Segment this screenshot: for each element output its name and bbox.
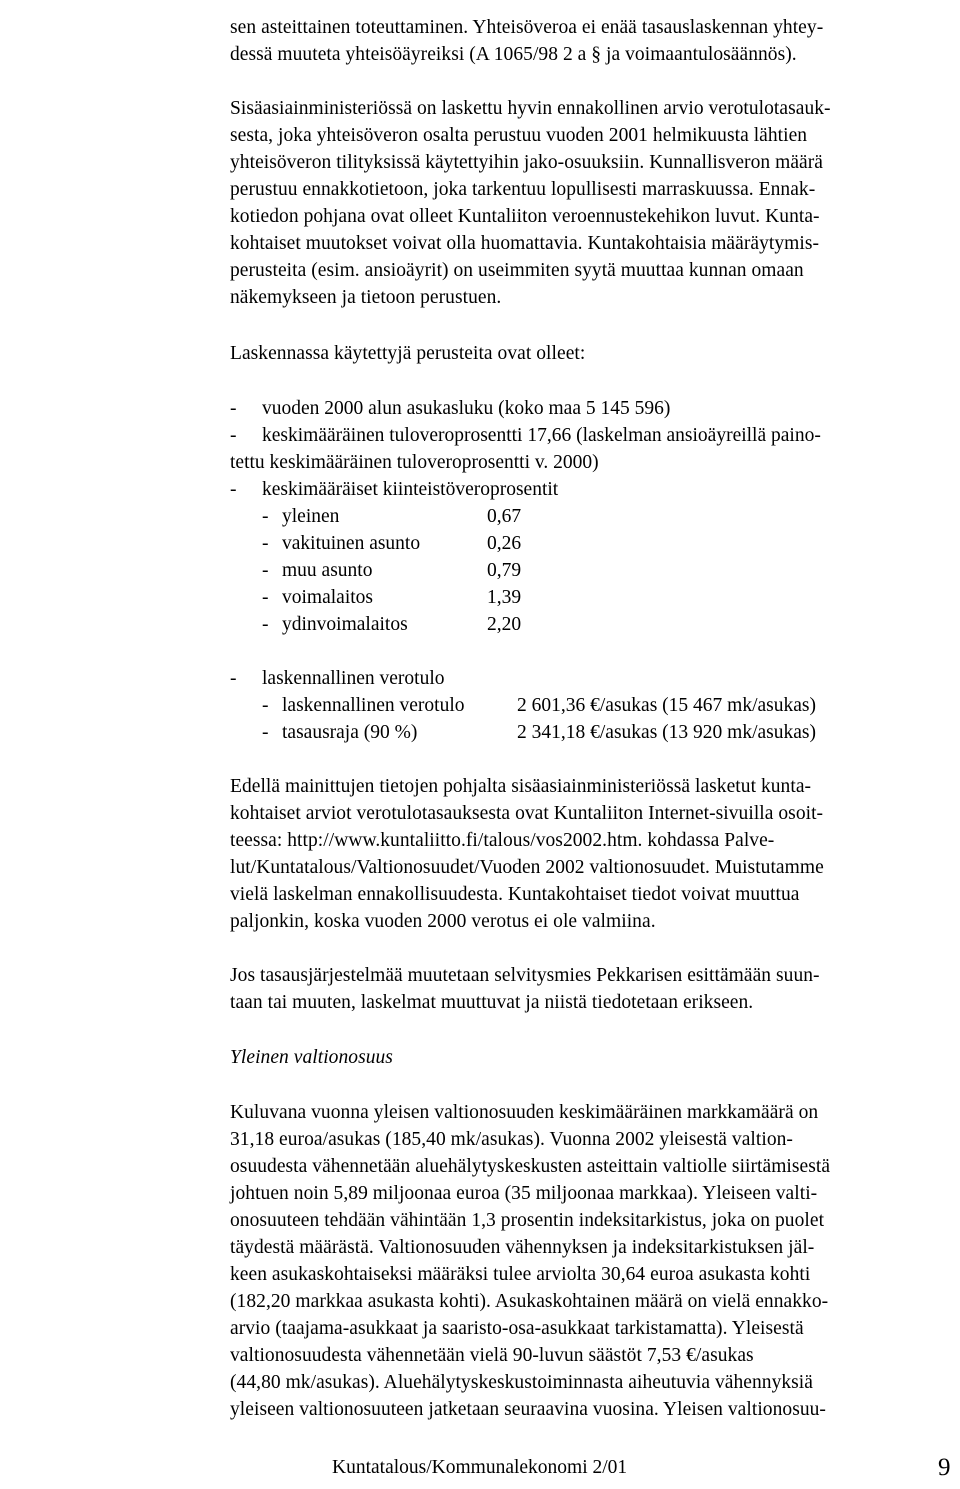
- sublist-dash: -: [262, 560, 269, 581]
- text-line: yhteisöveron tilityksissä käytettyihin jako-osuuksiin. Kunnallisveron määrä: [230, 152, 823, 173]
- text-line: lut/Kuntatalous/Valtionosuudet/Vuoden 2002 valtionosuudet. Muistutamme: [230, 857, 824, 878]
- sublist-dash: -: [262, 533, 269, 554]
- sublist-dash: -: [262, 614, 269, 635]
- text-line: dessä muuteta yhteisöäyreiksi (A 1065/98 2 a § ja voimaantulosäännös).: [230, 44, 797, 65]
- property-tax-label: ydinvoimalaitos: [282, 614, 408, 635]
- section-heading: Yleinen valtionosuus: [230, 1047, 393, 1068]
- text-line: Kuluvana vuonna yleisen valtionosuuden keskimääräinen markkamäärä on: [230, 1102, 819, 1123]
- list-item-property-tax: keskimääräiset kiinteistöveroprosentit: [262, 479, 559, 500]
- text-line: (44,80 mk/asukas). Aluehälytyskeskustoiminnasta aiheutuvia vähennyksiä: [230, 1372, 813, 1393]
- basis-intro: Laskennassa käytettyjä perusteita ovat olleet:: [230, 343, 586, 364]
- text-line: taan tai muuten, laskelmat muuttuvat ja niistä tiedotetaan erikseen.: [230, 992, 754, 1013]
- list-dash: -: [230, 398, 237, 419]
- property-tax-value: 0,79: [487, 560, 522, 581]
- footer-publication: Kuntatalous/Kommunalekonomi 2/01: [332, 1457, 628, 1478]
- text-line: näkemykseen ja tietoon perustuen.: [230, 287, 502, 308]
- list-item-calc-income: laskennallinen verotulo: [262, 668, 445, 689]
- list-item-population: vuoden 2000 alun asukasluku (koko maa 5 145 596): [262, 398, 671, 419]
- text-line: paljonkin, koska vuoden 2000 verotus ei ole valmiina.: [230, 911, 656, 932]
- page-number: 9: [938, 1454, 951, 1481]
- text-line: osuudesta vähennetään aluehälytyskeskusten asteittain valtiolle siirtämisestä: [230, 1156, 831, 1177]
- text-line: (182,20 markkaa asukasta kohti). Asukaskohtainen määrä on vielä ennakko-: [230, 1291, 829, 1312]
- text-line: johtuen noin 5,89 miljoonaa euroa (35 miljoonaa markkaa). Yleiseen valti-: [230, 1183, 818, 1204]
- text-line: täydestä määrästä. Valtionosuuden vähennyksen ja indeksitarkistuksen jäl-: [230, 1237, 815, 1258]
- sublist-dash: -: [262, 695, 269, 716]
- text-line: teessa: http://www.kuntaliitto.fi/talous/vos2002.htm. kohdassa Palve-: [230, 830, 775, 851]
- text-line: sen asteittainen toteuttaminen. Yhteisöveroa ei enää tasauslaskennan yhtey-: [230, 17, 824, 38]
- calc-income-label: laskennallinen verotulo: [282, 695, 465, 716]
- calc-income-label: tasausraja (90 %): [282, 722, 418, 743]
- text-line: kohtaiset arviot verotulotasauksesta ovat Kuntaliiton Internet-sivuilla osoit-: [230, 803, 824, 824]
- sublist-dash: -: [262, 506, 269, 527]
- sublist-dash: -: [262, 587, 269, 608]
- property-tax-value: 0,26: [487, 533, 522, 554]
- property-tax-label: muu asunto: [282, 560, 373, 581]
- list-dash: -: [230, 479, 237, 500]
- text-line: kotiedon pohjana ovat olleet Kuntaliiton veroennustekehikon luvut. Kunta-: [230, 206, 820, 227]
- text-line: 31,18 euroa/asukas (185,40 mk/asukas). Vuonna 2002 yleisestä valtion-: [230, 1129, 793, 1150]
- list-item-income-tax: keskimääräinen tuloveroprosentti 17,66 (laskelman ansioäyreillä paino-: [262, 425, 821, 446]
- text-line: perusteita (esim. ansioäyrit) on useimmiten syytä muuttaa kunnan omaan: [230, 260, 804, 281]
- text-line: Edellä mainittujen tietojen pohjalta sisäasiainministeriössä lasketut kunta-: [230, 776, 812, 797]
- text-line: Sisäasiainministeriössä on laskettu hyvin ennakollinen arvio verotulotasauk-: [230, 98, 831, 119]
- calc-income-value: 2 341,18 €/asukas (13 920 mk/asukas): [517, 722, 816, 743]
- property-tax-value: 0,67: [487, 506, 522, 527]
- list-item-income-tax-continued: tettu keskimääräinen tuloveroprosentti v. 2000): [230, 452, 599, 473]
- calc-income-value: 2 601,36 €/asukas (15 467 mk/asukas): [517, 695, 816, 716]
- property-tax-label: voimalaitos: [282, 587, 373, 608]
- text-line: perustuu ennakkotietoon, joka tarkentuu lopullisesti marraskuussa. Ennak-: [230, 179, 816, 200]
- text-line: valtionosuudesta vähennetään vielä 90-luvun säästöt 7,53 €/asukas: [230, 1345, 754, 1366]
- text-line: Jos tasausjärjestelmää muutetaan selvitysmies Pekkarisen esittämään suun-: [230, 965, 820, 986]
- property-tax-label: vakituinen asunto: [282, 533, 421, 554]
- text-line: vielä laskelman ennakollisuudesta. Kuntakohtaiset tiedot voivat muuttua: [230, 884, 800, 905]
- text-line: arvio (taajama-asukkaat ja saaristo-osa-asukkaat tarkistamatta). Yleisestä: [230, 1318, 804, 1339]
- text-line: keen asukaskohtaiseksi määräksi tulee arviolta 30,64 euroa asukasta kohti: [230, 1264, 811, 1285]
- text-line: yleiseen valtionosuuteen jatketaan seuraavina vuosina. Yleisen valtionosuu-: [230, 1399, 826, 1420]
- property-tax-label: yleinen: [282, 506, 340, 527]
- text-line: kohtaiset muutokset voivat olla huomattavia. Kuntakohtaisia määräytymis-: [230, 233, 820, 254]
- sublist-dash: -: [262, 722, 269, 743]
- property-tax-value: 1,39: [487, 587, 522, 608]
- list-dash: -: [230, 425, 237, 446]
- list-dash: -: [230, 668, 237, 689]
- property-tax-value: 2,20: [487, 614, 522, 635]
- text-line: sesta, joka yhteisöveron osalta perustuu vuoden 2001 helmikuusta lähtien: [230, 125, 808, 146]
- text-line: onosuuteen tehdään vähintään 1,3 prosentin indeksitarkistus, joka on puolet: [230, 1210, 825, 1231]
